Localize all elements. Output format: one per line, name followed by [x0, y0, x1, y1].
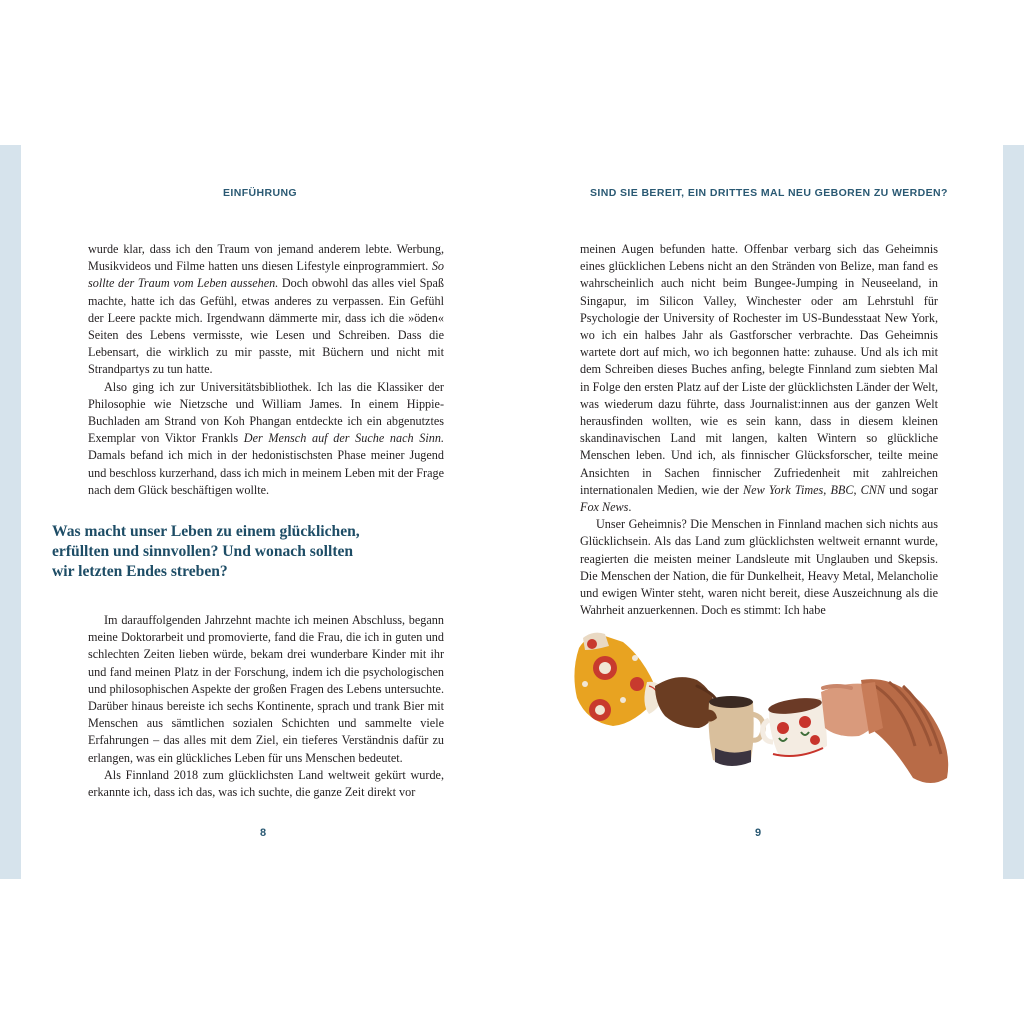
running-head-right: SIND SIE BEREIT, EIN DRITTES MAL NEU GEBOREN ZU WERDEN?: [590, 187, 948, 199]
paragraph: [88, 241, 444, 379]
text-run: Im darauffolgenden Jahrzehnt machte ich meinen Abschluss, begann meine Doktorarbeit und promovierte, fand die Frau, die ich in guten und schlechten Zeiten lieben würde, bekam drei wunderbare Kinder mit ihr und fand meinen Platz in der Forschung, indem ich die psychologischen und philosophischen Aspekte der großen Fragen des Lebens untersuchte. Darüber hinaus bereiste ich sechs Kontinente, sprach und trank Bier mit Menschen aus sämtlichen sozialen Schichten und sammelte viele Erfahrungen – das alles mit dem Ziel, ein tieferes Verständnis dafür zu erlangen, was ein glückliches Leben für uns Menschen bedeutet.: [88, 613, 444, 765]
left-page-body-bottom: [88, 612, 444, 801]
italic-text: CNN: [860, 482, 886, 497]
text-run: meinen Augen befunden hatte. Offenbar verbarg sich das Geheimnis eines glücklichen Lebens nicht an den Stränden von Belize, man fand es wahrscheinlich auch nicht beim Bungee-Jumping in Neuseeland, in Singapur, im Silicon Valley, Winchester oder am Lehrstuhl für Psychologie der University of Rochester im US-Bundesstaat New York, wo ich ein halbes Jahr als Gastforscher verbrachte. Das Geheimnis wartete dort auf mich, wo ich begonnen hatte: zuhause. Und als ich mit dem Schreiben dieses Buches anfing, belegte Finnland zum siebten Mal in Folge den ersten Platz auf der Liste der glücklichsten Länder der Welt, was wiederum dazu führte, dass Journalist:innen aus der ganzen Welt herausfinden wollten, wie es sein kann, dass in diesem kleinen skandinavischen Land mit langen, kalten Wintern so glückliche Menschen leben. Und ich, als finnischer Glücksforscher, teilte meine Ansichten in Sachen finnischer Zufriedenheit mit zahlreichen internationalen Medien, wie der: [580, 242, 938, 497]
italic-text: New York Times: [743, 482, 824, 497]
text-run: Als Finnland 2018 zum glücklichsten Land weltweit gekürt wurde, erkannte ich, dass ich das, was ich suchte, die ganze Zeit direkt vor: [88, 767, 444, 800]
right-margin-band: [1003, 145, 1024, 879]
left-page-body-top: [88, 241, 444, 499]
left-margin-band: [0, 145, 21, 879]
paragraph: [88, 767, 444, 801]
heading-line: wir letzten Endes streben?: [52, 563, 228, 580]
page-number-right: 9: [755, 827, 762, 839]
right-sleeve: [861, 679, 948, 783]
left-sleeve: [574, 633, 665, 726]
beige-mug: [705, 696, 763, 766]
paragraph: [88, 612, 444, 767]
text-run: Unser Geheimnis? Die Menschen in Finnland machen sich nichts aus Glücklichsein. Als das Land zum glücklichsten weltweit ernannt wurde, reagierten die meisten meiner Landsleute mit Unglauben und Skepsis. Die Menschen der Nation, die für Dunkelheit, Heavy Metal, Melancholie und ewigen Winter steht, waren nicht bereit, diese Auszeichnung als die Wahrheit anzuerkennen. Doch es stimmt: Ich habe: [580, 517, 938, 618]
italic-text: So sollte der Traum vom Leben aussehen.: [88, 259, 444, 291]
text-run: .: [628, 500, 632, 515]
heading-line: Was macht unser Leben zu einem glücklichen,: [52, 523, 360, 540]
right-page-body: [580, 241, 938, 619]
paragraph: [88, 379, 444, 499]
running-head-left: EINFÜHRUNG: [223, 187, 297, 199]
text-run: ,: [823, 482, 831, 497]
italic-text: BBC: [830, 482, 854, 497]
heading-line: erfüllten und sinnvollen? Und wonach sollten: [52, 543, 354, 560]
text-run: Doch obwohl das alles viel Spaß machte, hatte ich das Gefühl, etwas anderes zu verpassen. Ein Gefühl der Leere packte mich. Irgendwann dämmerte mir, dass ich die »öden« Seiten des Lebens vermisste, wie Lesen und Schreiben. Dass die Lebensart, die wirklich zu mir passte, mit Büchern und nicht mit Strandpartys zu tun hatte.: [88, 276, 444, 377]
mugs-toast-illustration: [565, 628, 960, 793]
text-run: wurde klar, dass ich den Traum von jemand anderem lebte. Werbung, Musikvideos und Filme hatten uns diesen Lifestyle einprogrammiert.: [88, 242, 444, 274]
text-run: Also ging ich zur Universitätsbibliothek. Ich las die Klassiker der Philosophie wie Nietzsche und William James. In einem Hippie-Buchladen am Strand von Koh Phangan entdeckte ich ein abgenutztes Exemplar von Viktor Frankls: [88, 379, 444, 446]
text-run: ,: [853, 482, 861, 497]
paragraph: [580, 241, 938, 516]
section-heading: [52, 522, 432, 582]
italic-text: Der Mensch auf der Suche nach Sinn.: [243, 431, 444, 446]
paragraph: [580, 516, 938, 619]
text-run: und sogar: [885, 482, 938, 497]
text-run: Damals befand ich mich in der hedonistischsten Phase meiner Jugend und beschloss kurzerhand, dass ich mich in meinem Leben mit der Frage nach dem Glück beschäftigen wollte.: [88, 448, 444, 497]
italic-text: Fox News: [580, 500, 629, 515]
page-number-left: 8: [260, 827, 267, 839]
floral-mug: [763, 695, 827, 757]
